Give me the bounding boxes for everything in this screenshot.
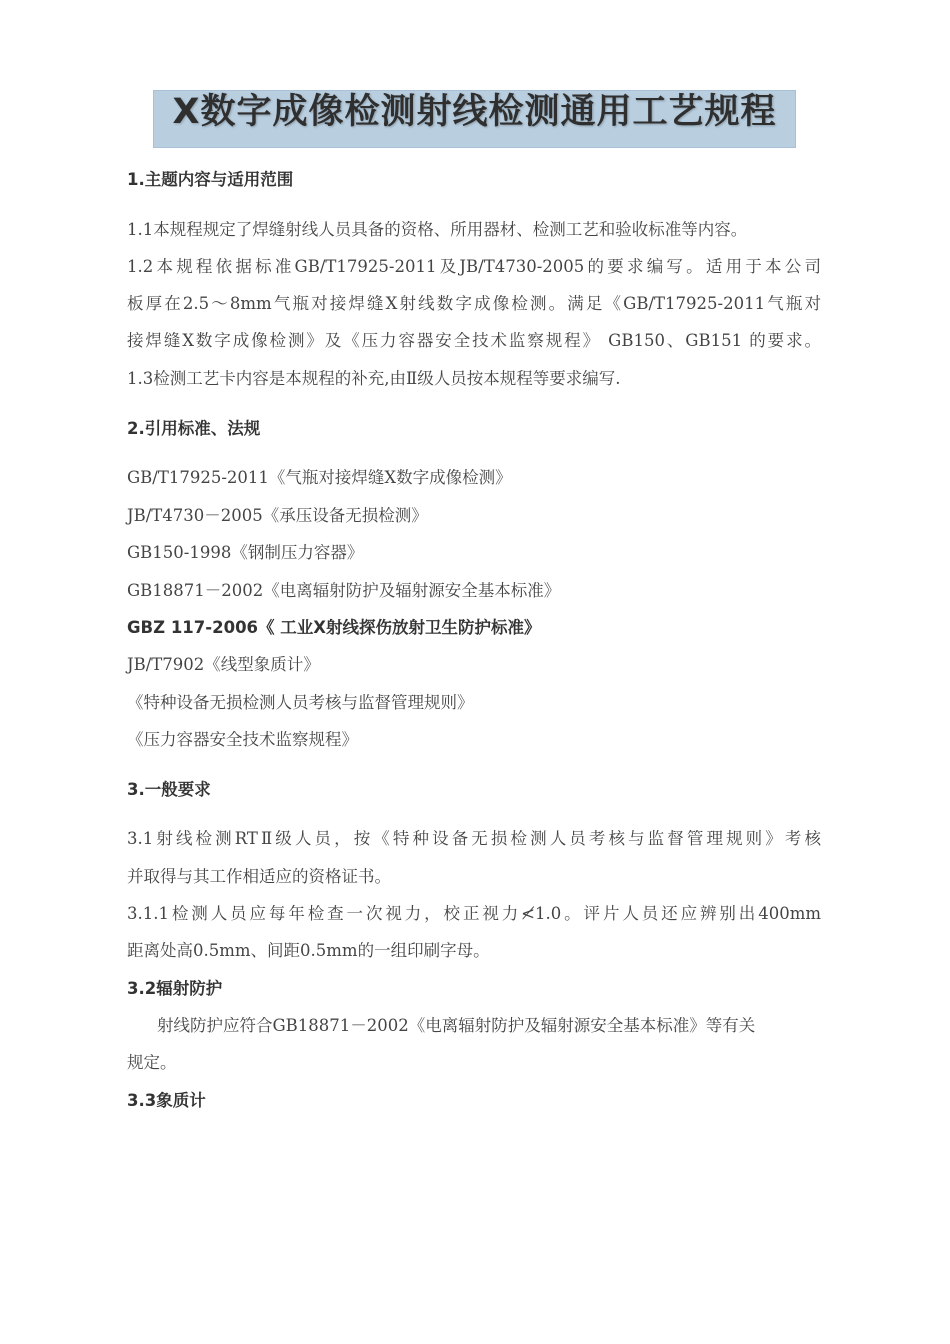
paragraph-1-3: 1.3检测工艺卡内容是本规程的补充,由Ⅱ级人员按本规程等要求编写. bbox=[127, 369, 621, 388]
paragraph-1-2-line-1: 1.2本规程依据标准GB/T17925-2011及JB/T4730-2005的要求编写。适用于本公司 bbox=[127, 257, 821, 276]
section-3-2-heading: 3.2辐射防护 bbox=[127, 979, 223, 998]
paragraph-3-1-1-line-1: 3.1.1检测人员应每年检查一次视力，校正视力≮1.0。评片人员还应辨别出400mm bbox=[127, 904, 821, 923]
section-3-heading: 3.一般要求 bbox=[127, 780, 211, 799]
section-1-heading: 1.主题内容与适用范围 bbox=[127, 170, 294, 189]
section-3-3-heading: 3.3象质计 bbox=[127, 1091, 206, 1110]
paragraph-3-2-line-1: 射线防护应符合GB18871－2002《电离辐射防护及辐射源安全基本标准》等有关 bbox=[157, 1016, 756, 1035]
paragraph-3-1-line-1: 3.1射线检测RTⅡ级人员，按《特种设备无损检测人员考核与监督管理规则》考核 bbox=[127, 829, 821, 848]
paragraph-3-1-line-2: 并取得与其工作相适应的资格证书。 bbox=[127, 867, 391, 886]
reference-item: 《特种设备无损检测人员考核与监督管理规则》 bbox=[127, 693, 474, 712]
reference-item: GB/T17925-2011《气瓶对接焊缝X数字成像检测》 bbox=[127, 468, 512, 487]
section-2-heading: 2.引用标准、法规 bbox=[127, 419, 261, 438]
paragraph-3-1-1-line-2: 距离处高0.5mm、间距0.5mm的一组印刷字母。 bbox=[127, 941, 490, 960]
reference-item: GB18871－2002《电离辐射防护及辐射源安全基本标准》 bbox=[127, 581, 561, 600]
reference-item: 《压力容器安全技术监察规程》 bbox=[127, 730, 358, 749]
paragraph-1-2-line-2: 板厚在2.5～8mm气瓶对接焊缝X射线数字成像检测。满足《GB/T17925-2011气瓶对 bbox=[127, 294, 821, 313]
reference-item: GBZ 117-2006《 工业X射线探伤放射卫生防护标准》 bbox=[127, 618, 541, 637]
document-title: X数字成像检测射线检测通用工艺规程 bbox=[172, 92, 777, 132]
paragraph-1-1: 1.1本规程规定了焊缝射线人员具备的资格、所用器材、检测工艺和验收标准等内容。 bbox=[127, 220, 748, 239]
paragraph-3-2-line-2: 规定。 bbox=[127, 1053, 177, 1072]
reference-item: JB/T7902《线型象质计》 bbox=[127, 655, 320, 674]
reference-item: JB/T4730－2005《承压设备无损检测》 bbox=[127, 506, 428, 525]
paragraph-1-2-line-3: 接焊缝X数字成像检测》及《压力容器安全技术监察规程》 GB150、GB151 的要求。 bbox=[127, 331, 821, 350]
reference-item: GB150-1998《钢制压力容器》 bbox=[127, 543, 364, 562]
